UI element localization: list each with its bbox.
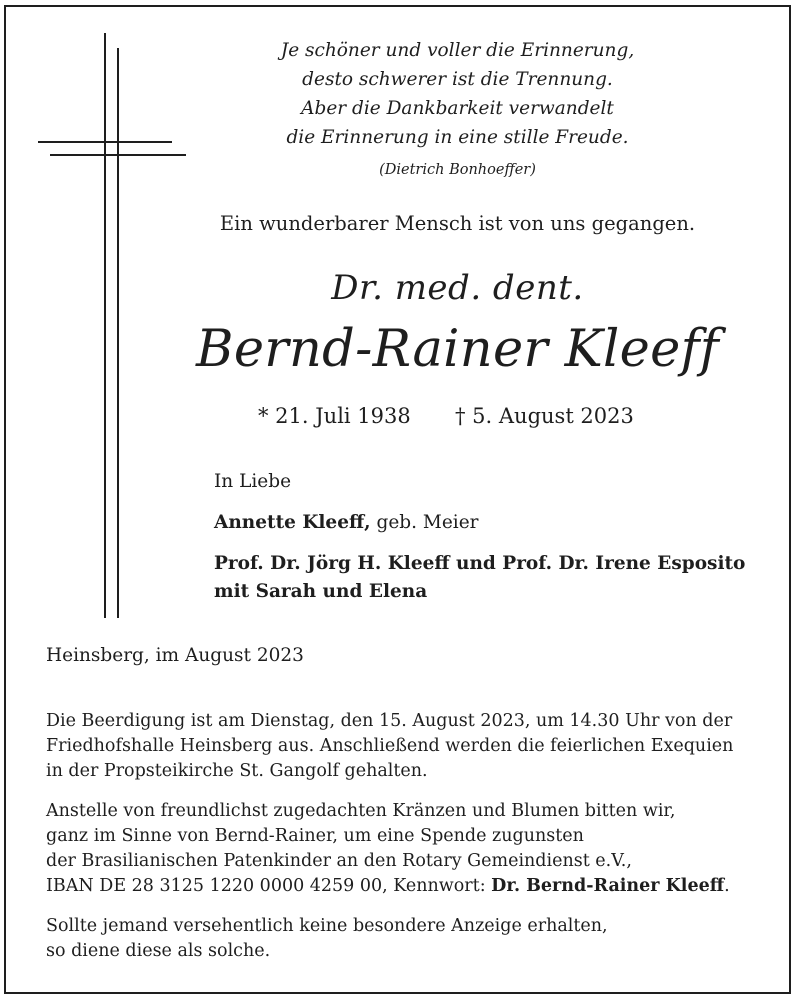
cross-icon — [104, 33, 106, 618]
birth-date: * 21. Juli 1938 — [258, 404, 411, 428]
funeral-line: Friedhofshalle Heinsberg aus. Anschließend werden die feierlichen Exequien — [46, 736, 734, 756]
donation-iban-line — [46, 874, 776, 899]
cross-icon-shadow-vertical — [117, 48, 119, 618]
iban-end: . — [724, 876, 730, 896]
intro-text: Ein wunderbarer Mensch ist von uns gegangen. — [219, 212, 696, 235]
quote-line: Je schöner und voller die Erinnerung, — [280, 40, 635, 61]
quote-line: die Erinnerung in eine stille Freude. — [286, 127, 629, 148]
memorial-quote — [200, 36, 715, 152]
quote-author: (Dietrich Bonhoeffer) — [379, 162, 536, 178]
family-line: Prof. Dr. Jörg H. Kleeff und Prof. Dr. Irene Esposito — [214, 553, 746, 574]
donation-line: ganz im Sinne von Bernd-Rainer, um eine Spende zugunsten — [46, 826, 584, 846]
quote-line: desto schwerer ist die Trennung. — [302, 69, 613, 90]
donation-line: Anstelle von freundlichst zugedachten Kränzen und Blumen bitten wir, — [46, 801, 676, 821]
donation-keyword: Dr. Bernd-Rainer Kleeff — [491, 876, 725, 896]
spouse-note: geb. Meier — [370, 512, 479, 533]
family-line: mit Sarah und Elena — [214, 581, 428, 602]
cross-icon-crossbar — [38, 141, 172, 143]
iban-text: IBAN DE 28 3125 1220 0000 4259 00, Kennwort: — [46, 876, 492, 896]
notice-info — [46, 914, 776, 964]
quote-line: Aber die Dankbarkeit verwandelt — [301, 98, 614, 119]
donation-line: der Brasilianischen Patenkinder an den Rotary Gemeindienst e.V., — [46, 851, 632, 871]
death-date: † 5. August 2023 — [455, 404, 634, 428]
mourner-family — [214, 550, 745, 606]
funeral-info — [46, 709, 776, 784]
funeral-line: Die Beerdigung ist am Dienstag, den 15. August 2023, um 14.30 Uhr von der — [46, 711, 733, 731]
mourners-intro: In Liebe — [214, 471, 292, 492]
notice-line: Sollte jemand versehentlich keine besondere Anzeige erhalten, — [46, 916, 608, 936]
place-date: Heinsberg, im August 2023 — [46, 645, 304, 666]
notice-line: so diene diese als solche. — [46, 941, 271, 961]
donation-info — [46, 799, 776, 899]
mourner-spouse — [214, 509, 478, 537]
cross-icon-shadow-crossbar — [50, 154, 186, 156]
deceased-title: Dr. med. dent. — [331, 268, 584, 308]
funeral-line: in der Propsteikirche St. Gangolf gehalten. — [46, 761, 428, 781]
spouse-name: Annette Kleeff, — [214, 512, 371, 533]
deceased-name: Bernd-Rainer Kleeff — [196, 320, 719, 379]
